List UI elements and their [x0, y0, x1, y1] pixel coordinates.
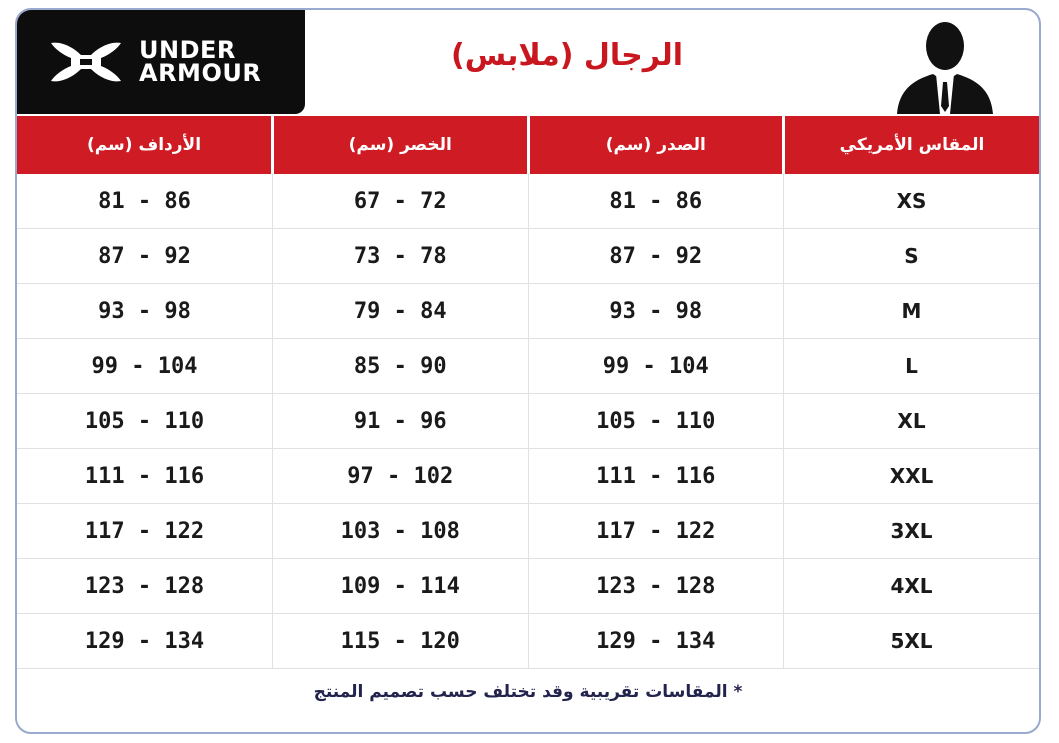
size-cell: S: [784, 229, 1040, 284]
under-armour-logo-icon: [47, 37, 125, 87]
header-chest: الصدر (سم): [528, 116, 784, 174]
waist-cell: 103 - 108: [273, 504, 529, 559]
hips-cell: 111 - 116: [17, 449, 273, 504]
header-waist: الخصر (سم): [273, 116, 529, 174]
brand-logo-box: [17, 10, 305, 114]
hips-cell: 117 - 122: [17, 504, 273, 559]
hips-cell: 123 - 128: [17, 559, 273, 614]
hips-cell: 87 - 92: [17, 229, 273, 284]
size-cell: M: [784, 284, 1040, 339]
brand-wordmark: [139, 36, 262, 87]
waist-cell: 85 - 90: [273, 339, 529, 394]
hips-cell: 99 - 104: [17, 339, 273, 394]
chest-cell: 81 - 86: [528, 174, 784, 229]
table-row: [17, 504, 1039, 559]
chest-cell: 105 - 110: [528, 394, 784, 449]
waist-cell: 91 - 96: [273, 394, 529, 449]
table-row: [17, 394, 1039, 449]
size-cell: 4XL: [784, 559, 1040, 614]
chest-cell: 117 - 122: [528, 504, 784, 559]
size-table: [17, 116, 1039, 669]
waist-cell: 115 - 120: [273, 614, 529, 669]
table-row: [17, 449, 1039, 504]
table-row: [17, 614, 1039, 669]
size-cell: XL: [784, 394, 1040, 449]
size-cell: 3XL: [784, 504, 1040, 559]
chest-cell: 93 - 98: [528, 284, 784, 339]
size-cell: XS: [784, 174, 1040, 229]
person-silhouette-icon: [893, 16, 997, 114]
chest-cell: 129 - 134: [528, 614, 784, 669]
table-row: [17, 284, 1039, 339]
disclaimer-note: * المقاسات تقريبية وقد تختلف حسب تصميم المنتج: [313, 682, 743, 702]
waist-cell: 73 - 78: [273, 229, 529, 284]
brand-line-2: ARMOUR: [139, 59, 262, 87]
hips-cell: 81 - 86: [17, 174, 273, 229]
waist-cell: 109 - 114: [273, 559, 529, 614]
page-title: الرجال (ملابس): [450, 38, 684, 73]
table-row: [17, 174, 1039, 229]
size-chart-card: [15, 8, 1041, 734]
brand-line-1: UNDER: [139, 36, 236, 64]
chest-cell: 87 - 92: [528, 229, 784, 284]
header-hips: الأرداف (سم): [17, 116, 273, 174]
waist-cell: 79 - 84: [273, 284, 529, 339]
table-header-row: [17, 116, 1039, 174]
hips-cell: 129 - 134: [17, 614, 273, 669]
chest-cell: 99 - 104: [528, 339, 784, 394]
header-us-size: المقاس الأمريكي: [784, 116, 1040, 174]
size-cell: L: [784, 339, 1040, 394]
table-row: [17, 339, 1039, 394]
table-row: [17, 559, 1039, 614]
waist-cell: 97 - 102: [273, 449, 529, 504]
hips-cell: 93 - 98: [17, 284, 273, 339]
size-cell: 5XL: [784, 614, 1040, 669]
size-cell: XXL: [784, 449, 1040, 504]
chest-cell: 123 - 128: [528, 559, 784, 614]
hips-cell: 105 - 110: [17, 394, 273, 449]
chest-cell: 111 - 116: [528, 449, 784, 504]
table-row: [17, 229, 1039, 284]
waist-cell: 67 - 72: [273, 174, 529, 229]
